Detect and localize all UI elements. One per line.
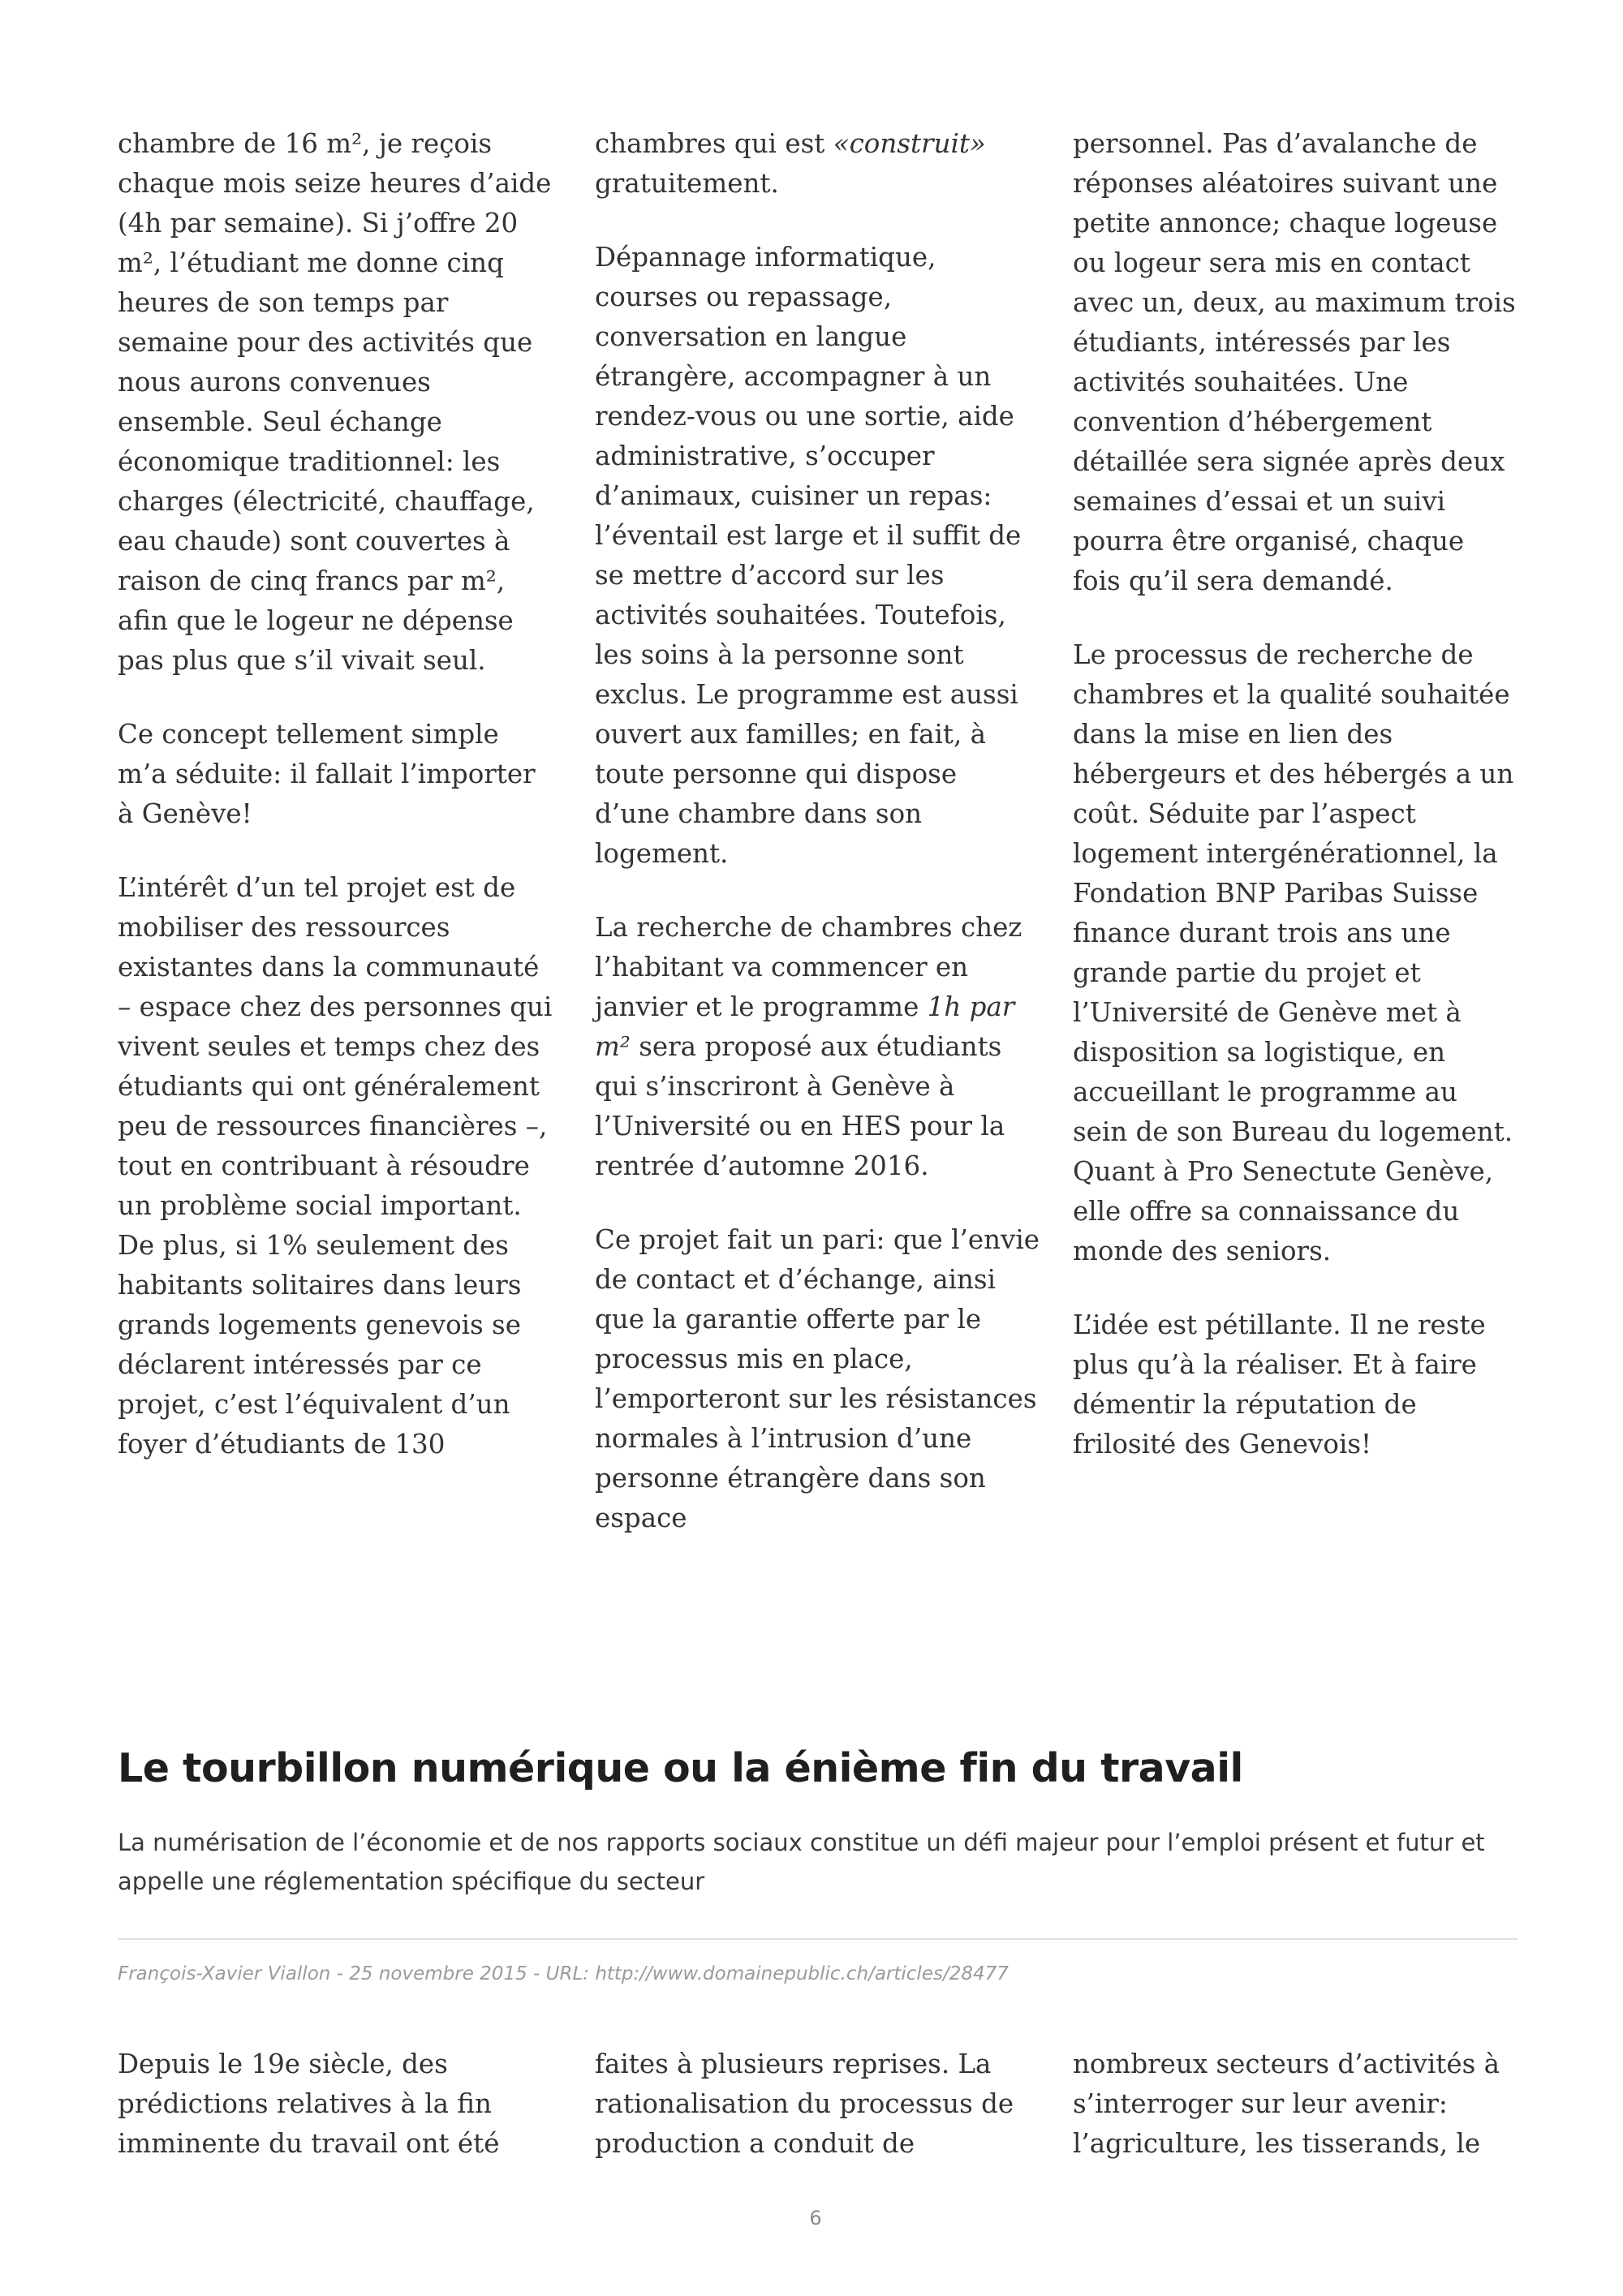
- emphasis: «construit»: [833, 128, 986, 159]
- paragraph: Depuis le 19e siècle, des prédictions relatives à la fin imminente du travail ont été: [118, 2049, 500, 2159]
- article-column-3: [1073, 124, 1518, 1464]
- paragraph: Ce projet fait un pari: que l’envie de contact et d’échange, ainsi que la garantie offerte par le processus mis en place, l’emporteront sur les résistances normales à l’intrusion d’une personne étrangère dans son espace: [595, 1224, 1040, 1533]
- article-lede: La numérisation de l’économie et de nos rapports sociaux constitue un défi majeur pour l’emploi présent et futur et appelle une réglementation spécifique du secteur: [118, 1829, 1485, 1895]
- article2-column-1: [118, 2044, 556, 2164]
- paragraph: Dépannage informatique, courses ou repassage, conversation en langue étrangère, accompagner à un rendez-vous ou une sortie, aide administrative, s’occuper d’animaux, cuisiner un repas: l’éventail est large et il suffit de se mettre d’accord sur les activités souhaitées. Toutefois, les soins à la personne sont exclus. Le programme est aussi ouvert aux familles; en fait, à toute personne qui dispose d’une chambre dans son logement.: [595, 242, 1022, 869]
- paragraph: chambres qui est «construit» gratuitement.: [595, 128, 986, 199]
- paragraph: L’idée est pétillante. Il ne reste plus qu’à la réaliser. Et à faire démentir la réputation de frilosité des Genevois!: [1073, 1309, 1486, 1460]
- paragraph: Le processus de recherche de chambres et la qualité souhaitée dans la mise en lien des hébergeurs et des hébergés a un coût. Séduite par l’aspect logement intergénérationnel, la Fondation BNP Paribas Suisse finance durant trois ans une grande partie du projet et l’Université de Genève met à disposition sa logistique, en accueillant le programme au sein de son Bureau du logement. Quant à Pro Senectute Genève, elle offre sa connaissance du monde des seniors.: [1073, 639, 1514, 1266]
- paragraph: faites à plusieurs reprises. La rationalisation du processus de production a conduit de: [595, 2049, 1014, 2159]
- article-title: Le tourbillon numérique ou la énième fin du travail: [118, 1745, 1243, 1791]
- paragraph: La recherche de chambres chez l’habitant va commencer en janvier et le programme 1h par m² sera proposé aux étudiants qui s’inscriront à Genève à l’Université ou en HES pour la rentrée d’automne 2016.: [595, 912, 1022, 1181]
- paragraph: L’intérêt d’un tel projet est de mobiliser des ressources existantes dans la communauté – espace chez des personnes qui vivent seules et temps chez des étudiants qui ont généralement peu de ressources financières –, tout en contribuant à résoudre un problème social important. De plus, si 1% seulement des habitants solitaires dans leurs grands logements genevois se déclarent intéressés par ce projet, c’est l’équivalent d’un foyer d’étudiants de 130: [118, 872, 553, 1460]
- paragraph: nombreux secteurs d’activités à s’interroger sur leur avenir: l’agriculture, les tisserands, le: [1073, 2049, 1500, 2159]
- article2-column-3: [1073, 2044, 1527, 2164]
- article-column-1: [118, 124, 556, 1464]
- page-number: 6: [809, 2207, 822, 2229]
- article-meta: François-Xavier Viallon - 25 novembre 2015 - URL: http://www.domainepublic.ch/articles/28477: [118, 1963, 1009, 1984]
- emphasis: 1h par m²: [595, 991, 1015, 1062]
- divider: [118, 1938, 1518, 1940]
- paragraph: Ce concept tellement simple m’a séduite: il fallait l’importer à Genève!: [118, 719, 536, 829]
- article2-column-2: [595, 2044, 1040, 2164]
- paragraph: chambre de 16 m², je reçois chaque mois seize heures d’aide (4h par semaine). Si j’offre 20 m², l’étudiant me donne cinq heures de son temps par semaine pour des activités que nous aurons convenues ensemble. Seul échange économique traditionnel: les charges (électricité, chauffage, eau chaude) sont couvertes à raison de cinq francs par m², afin que le logeur ne dépense pas plus que s’il vivait seul.: [118, 128, 552, 676]
- paragraph: personnel. Pas d’avalanche de réponses aléatoires suivant une petite annonce; chaque logeuse ou logeur sera mis en contact avec un, deux, au maximum trois étudiants, intéressés par les activités souhaitées. Une convention d’hébergement détaillée sera signée après deux semaines d’essai et un suivi pourra être organisé, chaque fois qu’il sera demandé.: [1073, 128, 1516, 596]
- article-column-2: [595, 124, 1040, 1538]
